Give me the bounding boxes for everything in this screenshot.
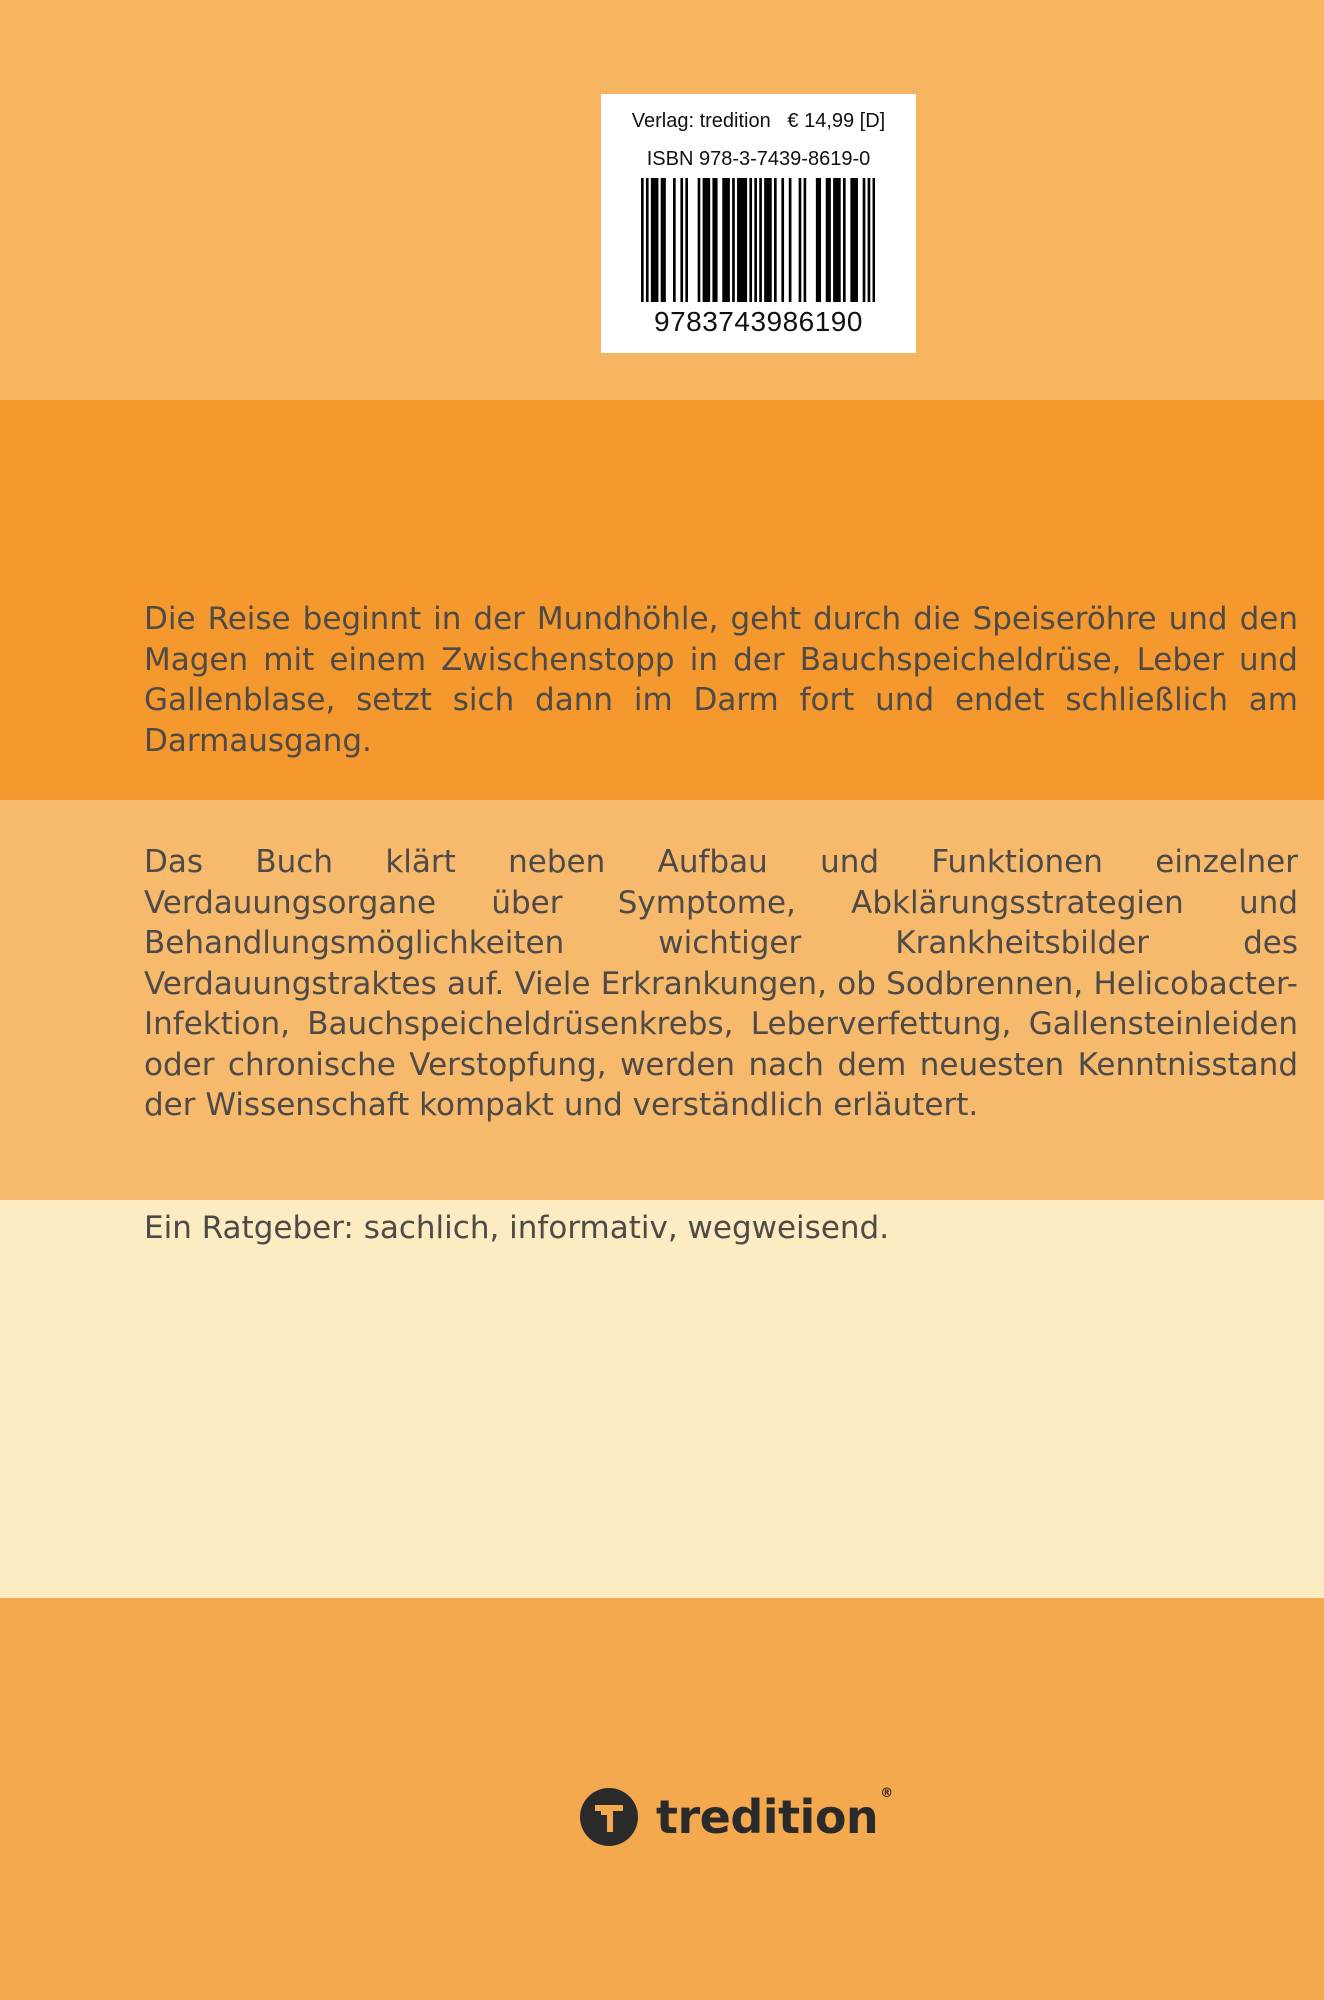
description-paragraph-1: Die Reise beginnt in der Mundhöhle, geht durch die Speiseröhre und den Magen mit einem Zwischenstopp in der Bauchspeicheldrüse, Leber und Gallenblase, setzt sich dann im Darm fort und endet schließlich am Darmausgang. bbox=[144, 601, 1298, 759]
tredition-logo-icon bbox=[580, 1788, 638, 1846]
barcode-bar bbox=[873, 178, 875, 302]
barcode-bar bbox=[764, 178, 767, 302]
barcode-bar bbox=[715, 178, 718, 302]
description-paragraph-2: Das Buch klärt neben Aufbau und Funktionen einzelner Verdauungsorgane über Symptome, Abklärungsstrategien und Behandlungsmöglichkeiten wichtiger Krankheitsbilder des Verdauungstraktes auf. Viele Erkrankungen, ob Sodbrennen, Helicobacter-Infektion, Bauchspeicheldrüsenkrebs, Leberverfettung, Gallensteinleiden oder chronische Verstopfung, werden nach dem neuesten Kenntnisstand der Wissenschaft kompakt und verständlich erläutert. bbox=[144, 844, 1298, 1123]
publisher-price: Verlag: tredition € 14,99 [D] bbox=[631, 110, 886, 132]
barcode-bar bbox=[833, 178, 836, 302]
barcode-bar bbox=[708, 178, 711, 302]
barcode-bar bbox=[781, 178, 784, 302]
barcode-bar bbox=[853, 178, 856, 302]
barcode-bar bbox=[799, 178, 802, 302]
barcode-bars bbox=[641, 178, 875, 302]
barcode-bar bbox=[749, 178, 752, 302]
barcode-bar bbox=[673, 178, 676, 302]
barcode-bar bbox=[804, 178, 807, 302]
cream-band bbox=[0, 1200, 1324, 1598]
barcode-bar bbox=[727, 178, 730, 302]
barcode-bar bbox=[818, 178, 821, 302]
barcode-bar bbox=[703, 178, 706, 302]
barcode-bar bbox=[826, 178, 829, 302]
barcode-bar bbox=[855, 178, 858, 302]
barcode-bar bbox=[774, 178, 777, 302]
barcode-bar bbox=[868, 178, 871, 302]
barcode-bar bbox=[732, 178, 735, 302]
barcode-bar bbox=[816, 178, 819, 302]
barcode-bar bbox=[698, 178, 701, 302]
barcode-bar bbox=[742, 178, 745, 302]
barcode-bar bbox=[850, 178, 853, 302]
barcode-bar bbox=[651, 178, 654, 302]
barcode-bar bbox=[680, 178, 683, 302]
barcode-bar bbox=[705, 178, 708, 302]
barcode-bar bbox=[641, 178, 644, 302]
barcode-bar bbox=[740, 178, 743, 302]
barcode-bar bbox=[725, 178, 728, 302]
barcode-bar bbox=[843, 178, 846, 302]
barcode-bar bbox=[661, 178, 664, 302]
barcode-bar bbox=[685, 178, 688, 302]
barcode-bar bbox=[767, 178, 770, 302]
tagline: Ein Ratgeber: sachlich, informativ, wegweisend. bbox=[144, 1210, 890, 1246]
barcode-bar bbox=[789, 178, 792, 302]
barcode-bar bbox=[656, 178, 659, 302]
isbn-text: ISBN 978-3-7439-8619-0 bbox=[646, 148, 871, 170]
registered-mark: ® bbox=[880, 1786, 893, 1801]
barcode-bar bbox=[712, 178, 715, 302]
barcode-bar bbox=[769, 178, 772, 302]
barcode-bar bbox=[828, 178, 831, 302]
barcode-bar bbox=[737, 178, 740, 302]
barcode-bar bbox=[653, 178, 656, 302]
barcode-bar bbox=[722, 178, 725, 302]
barcode-bar bbox=[863, 178, 866, 302]
publisher-logo bbox=[580, 1786, 893, 1848]
barcode-bar bbox=[663, 178, 666, 302]
barcode-bar bbox=[836, 178, 839, 302]
barcode-label bbox=[601, 94, 916, 353]
logo-wordmark: tredition ® bbox=[656, 1786, 893, 1844]
ean-number: 9783743986190 bbox=[654, 306, 863, 337]
barcode-bar bbox=[838, 178, 841, 302]
barcode-bar bbox=[754, 178, 757, 302]
barcode-bar bbox=[744, 178, 747, 302]
barcode-bar bbox=[646, 178, 649, 302]
barcode-bar bbox=[759, 178, 762, 302]
